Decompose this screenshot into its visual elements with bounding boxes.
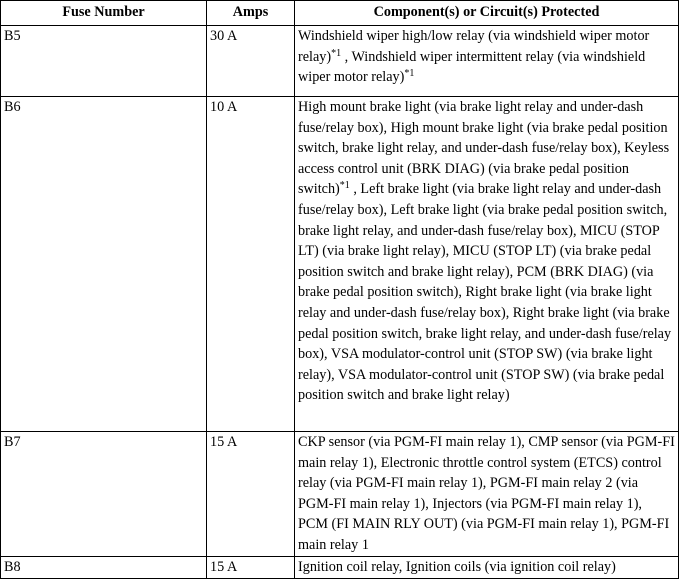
component-text: High mount brake light (via brake light relay and under-dash fuse/relay box), High mount brake light (via brake pedal position switch, brake light relay, and under-dash fuse/relay box), Keyless access control unit (BRK DIAG) (via brake pedal position switch): [298, 99, 670, 198]
table-header: [1, 1, 679, 26]
fuse-number-cell: B6: [1, 97, 207, 432]
component-cell: [295, 557, 679, 579]
header-row: [1, 1, 679, 26]
component-text: CKP sensor (via PGM-FI main relay 1), CMP sensor (via PGM-FI main relay 1), Electronic throttle control system (ETCS) control relay (via PGM-FI main relay 1), PGM-FI main relay 2 (via PGM-FI main relay 1), Injectors (via PGM-FI main relay 1), PCM (FI MAIN RLY OUT) (via PGM-FI main relay 1), PGM-FI main relay 1: [298, 434, 675, 553]
table-row: [1, 26, 679, 97]
footnote-marker: *1: [339, 180, 350, 192]
table-body: [1, 26, 679, 579]
fuse-number-cell: B5: [1, 26, 207, 97]
amps-cell: 30 A: [207, 26, 295, 97]
fuse-number-cell: B7: [1, 432, 207, 557]
footnote-marker: *1: [331, 47, 342, 59]
amps-cell: 15 A: [207, 557, 295, 579]
component-cell: [295, 26, 679, 97]
table-row: [1, 432, 679, 557]
footnote-marker: *1: [404, 68, 415, 80]
header-fuse-number: Fuse Number: [1, 1, 207, 26]
header-component: Component(s) or Circuit(s) Protected: [295, 1, 679, 26]
component-text: , Windshield wiper intermittent relay (via windshield wiper motor relay): [298, 48, 646, 86]
component-cell: [295, 432, 679, 557]
component-cell: [295, 97, 679, 432]
amps-cell: 10 A: [207, 97, 295, 432]
header-amps: Amps: [207, 1, 295, 26]
component-text: Ignition coil relay, Ignition coils (via ignition coil relay): [298, 559, 616, 575]
amps-cell: 15 A: [207, 432, 295, 557]
component-text: Windshield wiper high/low relay (via windshield wiper motor relay): [298, 28, 650, 65]
component-text: , Left brake light (via brake light relay and under-dash fuse/relay box), Left brake light (via brake pedal position switch, brake light relay, and under-dash fuse/relay box), MICU (STOP LT) (via brake light relay), MICU (STOP LT) (via brake pedal position switch and brake light relay), PCM (BRK DIAG) (via brake pedal position switch), Right brake light (via brake light relay and under-dash fuse/relay box), Right brake light (via brake pedal position switch, brake light relay, and under-dash fuse/relay box), VSA modulator-control unit (STOP SW) (via brake light relay), VSA modulator-control unit (STOP SW) (via brake pedal position switch and brake light relay): [298, 181, 672, 404]
table-row: [1, 97, 679, 432]
fuse-number-cell: B8: [1, 557, 207, 579]
table-row: [1, 557, 679, 579]
